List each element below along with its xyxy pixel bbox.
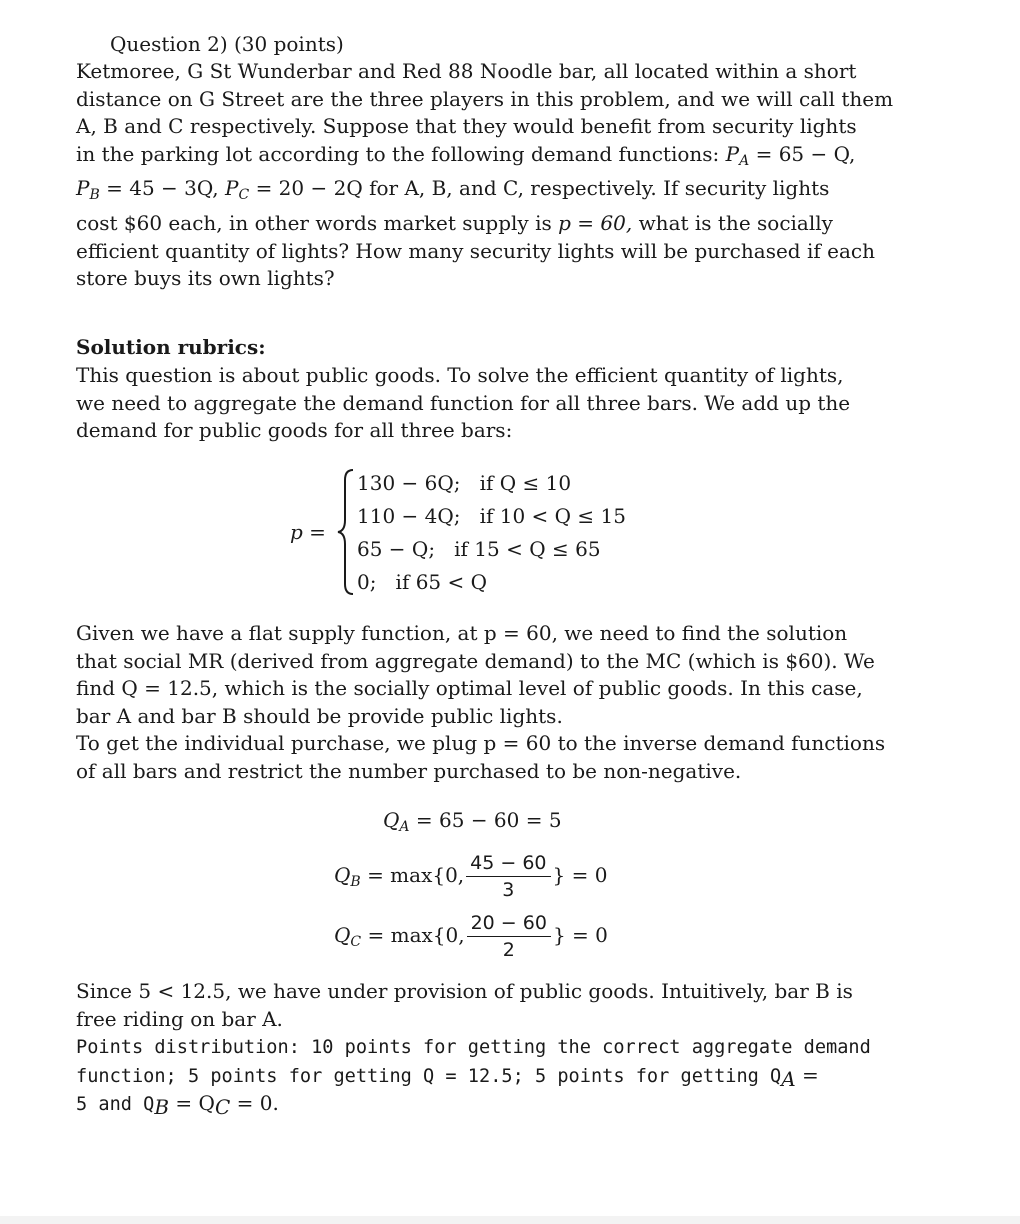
- question-line-7: efficient quantity of lights? How many security lights will be purchased if each: [76, 238, 875, 263]
- mid-line-2: that social MR (derived from aggregate demand) to the MC (which is $60). We: [76, 648, 875, 673]
- supply-equation: p = 60,: [558, 210, 633, 235]
- question-line-6: cost $60 each, in other words market supply is p = 60, what is the socially: [76, 210, 833, 235]
- pa-equation: = 65 − Q,: [755, 141, 856, 166]
- question-line-1: Ketmoree, G St Wunderbar and Red 88 Noodle bar, all located within a short: [76, 59, 857, 83]
- mid-line-4: bar A and bar B should be provide public lights.: [76, 703, 563, 728]
- qc-fraction: $\frac{20 - 60}{2}$: [467, 912, 551, 961]
- case-row-1: 130 − 6Q; if Q ≤ 10: [357, 471, 572, 495]
- points-line-3: 5 and QB = QC = 0.: [76, 1091, 279, 1119]
- points-line-1: Points distribution: 10 points for getting the correct aggregate demand: [76, 1037, 871, 1058]
- mid-line-6: of all bars and restrict the number purchased to be non-negative.: [76, 758, 742, 783]
- case-row-4: 0; if 65 < Q: [357, 570, 488, 594]
- case-row-3: 65 − Q; if 15 < Q ≤ 65: [357, 537, 601, 561]
- rubric-middle: [76, 620, 886, 786]
- mid-line-3: find Q = 12.5, which is the socially optimal level of public goods. In this case,: [76, 676, 863, 701]
- qb-equation: $Q_B = \max\{0$, $\frac{45 - 60}{3}$ } = 0: [334, 852, 608, 901]
- question-text: [76, 58, 894, 293]
- pc-equation: = 20 − 2Q: [255, 176, 363, 201]
- question-line-2: distance on G Street are the three players in this problem, and we will call them: [76, 86, 894, 111]
- question-line-5: $P_B = 45 - 3Q$, $P_C = 20 - 2Q$ for A, B, and C, respectively. If security lights: [76, 176, 830, 204]
- rubric-title: Solution rubrics:: [76, 335, 266, 359]
- question-heading: Question 2) (30 points): [110, 32, 344, 56]
- question-line-3: A, B and C respectively. Suppose that they would benefit from security lights: [76, 114, 857, 139]
- mid-line-5: To get the individual purchase, we plug p = 60 to the inverse demand functions: [76, 731, 886, 756]
- intro-line-3: demand for public goods for all three bars:: [76, 418, 513, 443]
- mid-line-1: Given we have a flat supply function, at p = 60, we need to find the solution: [76, 621, 848, 645]
- conclusion-line-1: Since 5 < 12.5, we have under provision of public goods. Intuitively, bar B is: [76, 979, 853, 1003]
- question-line-8: store buys its own lights?: [76, 266, 335, 291]
- qc-equation: $Q_C = \max\{0$, $\frac{20 - 60}{2}$ } = 0: [334, 912, 608, 961]
- question-line-4: in the parking lot according to the following demand functions: $P_A = 65 - Q$,: [76, 141, 856, 169]
- rubric-intro: [76, 362, 869, 445]
- intro-line-2: we need to aggregate the demand function for all three bars. We add up the: [76, 390, 851, 415]
- piecewise-lhs: p =: [290, 520, 326, 544]
- conclusion-line-2: free riding on bar A.: [76, 1006, 283, 1031]
- page-bottom-edge: [0, 1216, 1020, 1224]
- pb-equation: = 45 − 3Q,: [106, 176, 219, 201]
- left-brace: [336, 468, 356, 596]
- points-line-2: function; 5 points for getting Q = 12.5; 5 points for getting QA =: [76, 1063, 819, 1091]
- qa-equation: $Q_A = 65 - 60 = 5$: [383, 808, 562, 835]
- qb-fraction: $\frac{45 - 60}{3}$: [466, 852, 550, 901]
- case-row-2: 110 − 4Q; if 10 < Q ≤ 15: [357, 504, 626, 528]
- intro-line-1: This question is about public goods. To solve the efficient quantity of lights,: [76, 363, 844, 387]
- rubric-conclusion: [76, 978, 869, 1033]
